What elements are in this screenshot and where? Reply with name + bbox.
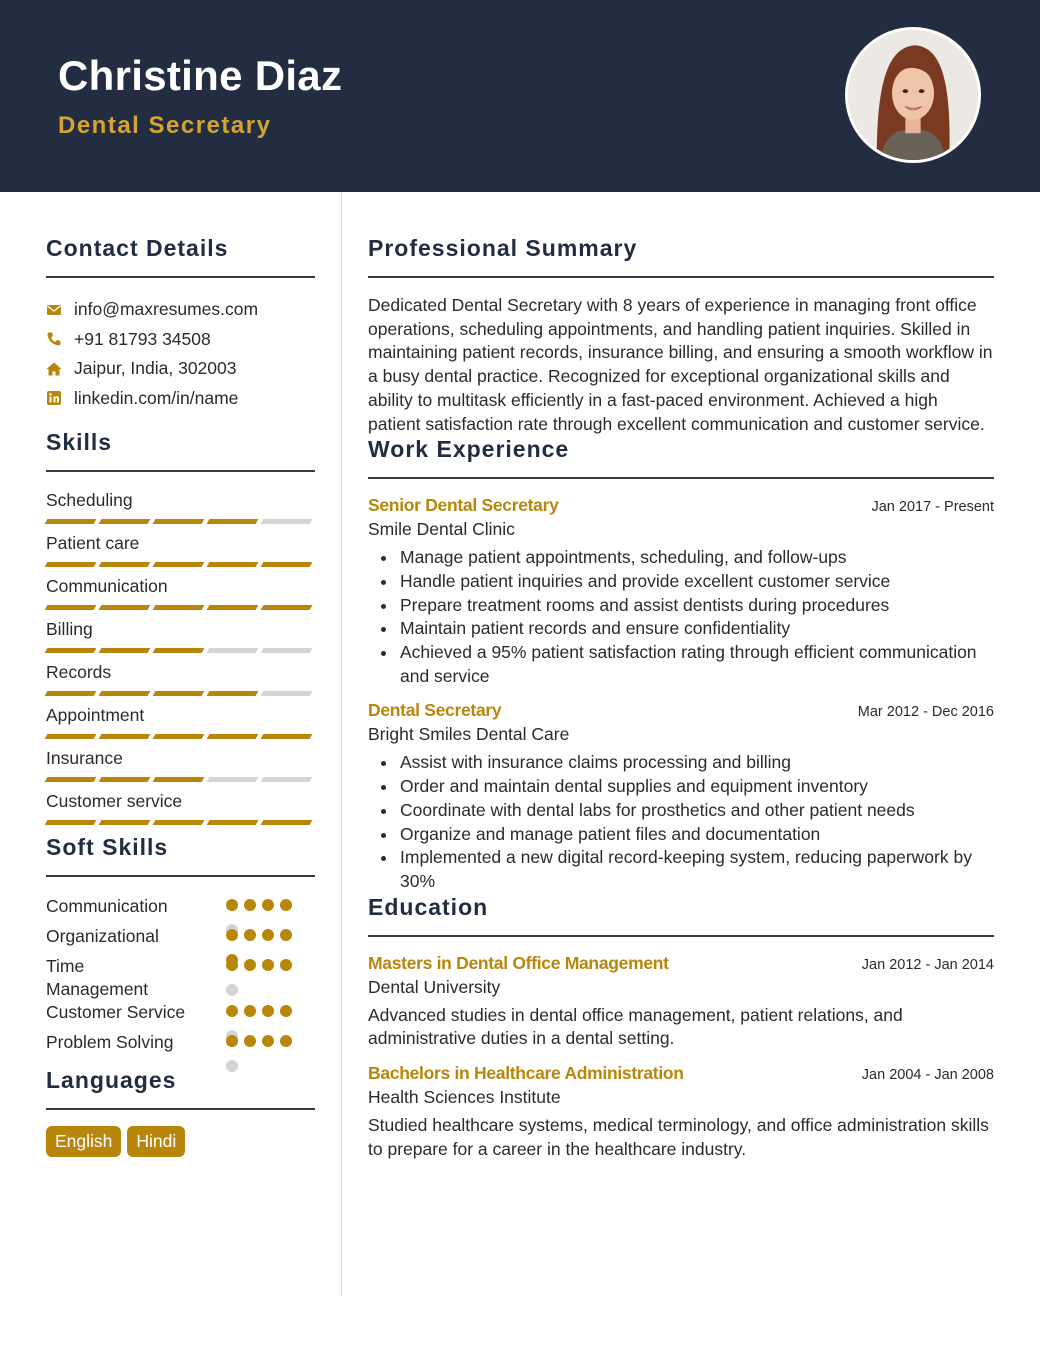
rating-segment-filled <box>207 820 259 825</box>
rating-dot-empty <box>226 984 238 996</box>
soft-skill-name: Time Management <box>46 956 149 999</box>
soft-skill-item <box>46 925 315 955</box>
rating-segment-filled <box>261 562 313 567</box>
rating-segment-filled <box>45 820 97 825</box>
candidate-name: Christine Diaz <box>58 52 343 99</box>
rating-segment-filled <box>45 691 97 696</box>
rating-dot-filled <box>244 1005 256 1017</box>
home-icon <box>46 361 74 377</box>
skill-item <box>46 576 315 619</box>
skill-rating-bar <box>46 734 315 739</box>
skill-rating-bar <box>46 691 315 696</box>
rating-segment-filled <box>45 605 97 610</box>
skill-item <box>46 705 315 748</box>
education-description: Advanced studies in dental office management, patient relations, and administrative duties in a dental setting. <box>368 1004 903 1049</box>
education-date: Jan 2012 - Jan 2014 <box>861 956 994 973</box>
section-rule <box>46 470 315 472</box>
language-tag: English <box>46 1126 121 1157</box>
contact-phone[interactable] <box>46 325 315 355</box>
job-bullet: Maintain patient records and ensure confidentiality <box>368 617 994 641</box>
skill-item <box>46 533 315 576</box>
rating-segment-filled <box>45 562 97 567</box>
candidate-role: Dental Secretary <box>58 112 272 139</box>
rating-segment-filled <box>207 605 259 610</box>
rating-segment-empty <box>261 777 313 782</box>
skill-item <box>46 619 315 662</box>
job-organization: Smile Dental Clinic <box>368 519 515 540</box>
skill-name: Billing <box>46 619 93 639</box>
rating-dot-filled <box>244 1035 256 1047</box>
education-section <box>368 894 994 1162</box>
contact-list <box>46 295 315 413</box>
rating-segment-filled <box>99 691 151 696</box>
skill-item <box>46 490 315 533</box>
contact-location <box>46 354 315 384</box>
section-rule <box>46 276 315 278</box>
skill-name: Communication <box>46 576 168 596</box>
summary-title: Professional Summary <box>368 235 638 261</box>
skill-name: Scheduling <box>46 490 133 510</box>
experience-section <box>368 436 994 893</box>
rating-segment-filled <box>153 691 205 696</box>
job-title: Dental Secretary <box>368 700 502 721</box>
rating-dot-filled <box>262 1005 274 1017</box>
rating-segment-filled <box>207 562 259 567</box>
rating-dot-filled <box>226 959 238 971</box>
contact-phone-text: +91 81793 34508 <box>74 328 211 349</box>
skill-item <box>46 791 315 834</box>
job-date: Mar 2012 - Dec 2016 <box>857 704 994 721</box>
soft-skill-name: Customer Service <box>46 1002 186 1022</box>
job-bullets <box>368 546 994 688</box>
school-name: Dental University <box>368 976 501 997</box>
job-bullet: Prepare treatment rooms and assist dentists during procedures <box>368 594 994 618</box>
experience-title: Work Experience <box>368 436 570 463</box>
rating-segment-filled <box>261 820 313 825</box>
contact-email[interactable] <box>46 295 315 325</box>
rating-dot-filled <box>262 899 274 911</box>
rating-dot-filled <box>262 1035 274 1047</box>
soft-skill-name: Organizational <box>46 926 159 946</box>
skill-rating-bar <box>46 519 315 524</box>
skill-name: Records <box>46 662 112 682</box>
rating-segment-filled <box>99 562 151 567</box>
profile-photo-image <box>848 30 978 160</box>
skill-rating-bar <box>46 562 315 567</box>
skill-rating-bar <box>46 648 315 653</box>
skill-rating-bar <box>46 777 315 782</box>
section-rule <box>368 935 994 937</box>
languages-section <box>46 1067 315 1157</box>
rating-segment-filled <box>99 820 151 825</box>
phone-icon <box>46 331 74 347</box>
soft-skills-title: Soft Skills <box>46 834 169 860</box>
rating-segment-filled <box>261 734 313 739</box>
rating-segment-empty <box>207 648 259 653</box>
linkedin-icon <box>46 390 74 406</box>
job-bullet: Assist with insurance claims processing and billing <box>368 751 994 775</box>
job-bullet: Order and maintain dental supplies and equipment inventory <box>368 775 994 799</box>
rating-segment-filled <box>261 605 313 610</box>
job-bullets <box>368 751 994 893</box>
contact-title: Contact Details <box>46 235 229 261</box>
soft-skill-name: Communication <box>46 896 168 916</box>
rating-segment-filled <box>99 734 151 739</box>
rating-dot-filled <box>280 959 292 971</box>
job-title: Senior Dental Secretary <box>368 495 559 516</box>
resume-header <box>0 0 1040 192</box>
rating-dot-filled <box>280 899 292 911</box>
job-bullet: Implemented a new digital record-keeping system, reducing paperwork by 30% <box>368 846 994 893</box>
rating-segment-filled <box>153 820 205 825</box>
rating-dot-filled <box>226 929 238 941</box>
rating-segment-filled <box>45 777 97 782</box>
rating-segment-filled <box>207 734 259 739</box>
rating-segment-empty <box>261 691 313 696</box>
rating-dot-filled <box>244 929 256 941</box>
job-entry <box>368 700 994 893</box>
soft-skill-list <box>46 895 315 1061</box>
rating-segment-empty <box>261 648 313 653</box>
rating-dot-empty <box>226 1060 238 1072</box>
education-title: Education <box>368 893 489 920</box>
soft-skills-section <box>46 834 315 1061</box>
rating-dot-filled <box>280 1035 292 1047</box>
soft-skill-item <box>46 1001 315 1031</box>
section-rule <box>46 875 315 877</box>
rating-segment-filled <box>99 605 151 610</box>
job-bullet: Organize and manage patient files and documentation <box>368 823 994 847</box>
education-date: Jan 2004 - Jan 2008 <box>861 1067 994 1084</box>
skill-name: Patient care <box>46 533 140 553</box>
skill-rating-bar <box>46 820 315 825</box>
rating-dot-filled <box>226 1035 238 1047</box>
job-organization: Bright Smiles Dental Care <box>368 724 570 745</box>
summary-section <box>368 235 994 436</box>
skill-list <box>46 490 315 834</box>
languages-title: Languages <box>46 1067 177 1093</box>
soft-skill-item <box>46 895 315 925</box>
job-entry <box>368 495 994 688</box>
job-date: Jan 2017 - Present <box>871 499 994 516</box>
contact-section <box>46 235 315 413</box>
rating-segment-filled <box>99 648 151 653</box>
envelope-icon <box>46 302 74 318</box>
education-description: Studied healthcare systems, medical terminology, and office administration skills to prepare for a career in the healthcare industry. <box>368 1115 989 1159</box>
skill-name: Appointment <box>46 705 145 725</box>
right-column <box>368 235 994 1161</box>
rating-dot-filled <box>280 1005 292 1017</box>
skill-name: Customer service <box>46 791 183 811</box>
rating-segment-empty <box>261 519 313 524</box>
rating-segment-filled <box>153 648 205 653</box>
rating-segment-filled <box>45 648 97 653</box>
rating-segment-filled <box>99 777 151 782</box>
rating-dot-filled <box>262 959 274 971</box>
left-column <box>46 235 315 1157</box>
rating-dot-filled <box>244 899 256 911</box>
skills-section <box>46 429 315 834</box>
summary-text: Dedicated Dental Secretary with 8 years of experience in managing front office operations, scheduling appointments, and handling patient inquiries. Skilled in maintaining patient records, insurance billing, and ensuring a smooth workflow in a busy dental practice. Recognized for exceptional organizational skills and ability to multitask efficiently in a fast-paced environment. Achieved a high patient satisfaction rate through excellent communication and customer service. <box>368 295 993 434</box>
rating-segment-filled <box>207 691 259 696</box>
rating-segment-filled <box>45 734 97 739</box>
contact-linkedin[interactable] <box>46 384 315 414</box>
rating-segment-filled <box>207 519 259 524</box>
skill-item <box>46 748 315 791</box>
contact-location-text: Jaipur, India, 302003 <box>74 358 237 379</box>
rating-segment-filled <box>153 519 205 524</box>
rating-dot-filled <box>226 899 238 911</box>
rating-dot-filled <box>280 929 292 941</box>
degree-title: Masters in Dental Office Management <box>368 952 669 973</box>
rating-dot-filled <box>262 929 274 941</box>
rating-segment-filled <box>153 562 205 567</box>
rating-dot-filled <box>244 959 256 971</box>
contact-linkedin-text: linkedin.com/in/name <box>74 387 239 408</box>
skill-name: Insurance <box>46 748 123 768</box>
section-rule <box>46 1108 315 1110</box>
soft-skill-item <box>46 955 315 1001</box>
skills-title: Skills <box>46 429 113 455</box>
contact-email-text: info@maxresumes.com <box>74 299 259 320</box>
soft-skill-name: Problem Solving <box>46 1032 174 1052</box>
school-name: Health Sciences Institute <box>368 1087 561 1108</box>
job-bullet: Manage patient appointments, scheduling, and follow-ups <box>368 546 994 570</box>
rating-dot-filled <box>226 1005 238 1017</box>
job-bullet: Handle patient inquiries and provide excellent customer service <box>368 570 994 594</box>
section-rule <box>368 276 994 278</box>
rating-segment-filled <box>99 519 151 524</box>
section-rule <box>368 477 994 479</box>
language-tag: Hindi <box>127 1126 185 1157</box>
soft-skill-item <box>46 1031 315 1061</box>
profile-photo <box>845 27 981 163</box>
skill-rating-bar <box>46 605 315 610</box>
column-divider <box>341 192 342 1296</box>
rating-segment-empty <box>207 777 259 782</box>
degree-title: Bachelors in Healthcare Administration <box>368 1063 684 1084</box>
language-list <box>46 1126 315 1157</box>
education-entry <box>368 1063 994 1161</box>
rating-segment-filled <box>153 605 205 610</box>
rating-segment-filled <box>153 777 205 782</box>
education-entry <box>368 953 994 1051</box>
job-bullet: Coordinate with dental labs for prosthetics and other patient needs <box>368 799 994 823</box>
job-bullet: Achieved a 95% patient satisfaction rating through efficient communication and service <box>368 641 994 688</box>
rating-segment-filled <box>45 519 97 524</box>
skill-item <box>46 662 315 705</box>
rating-segment-filled <box>153 734 205 739</box>
